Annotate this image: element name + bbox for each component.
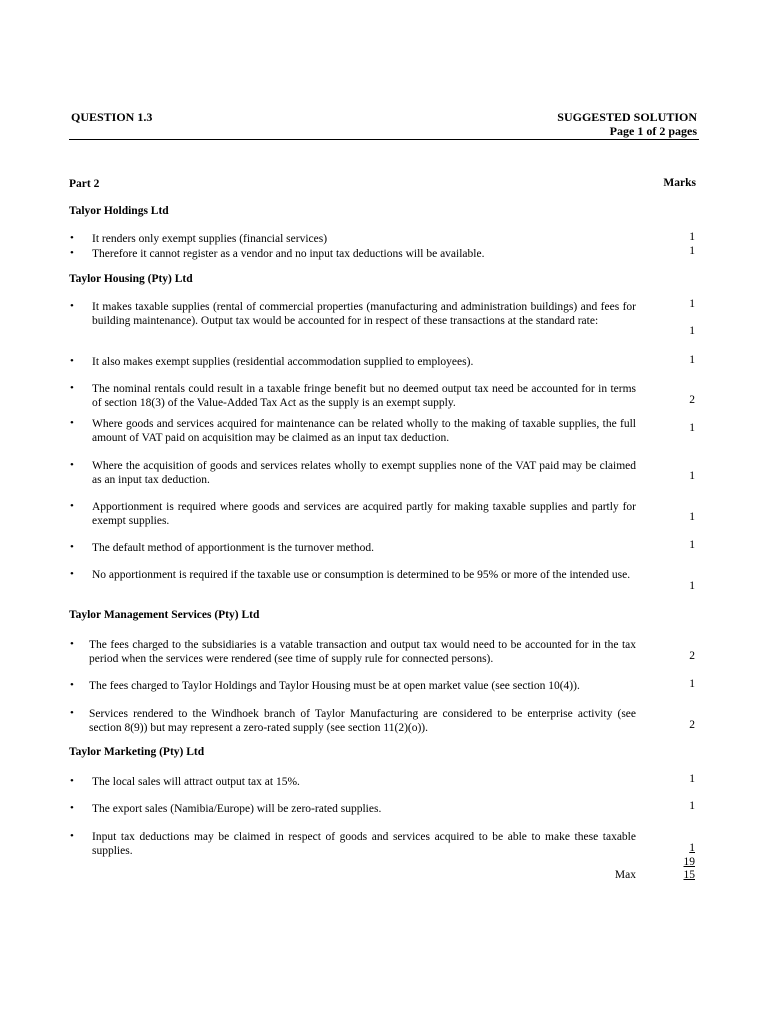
section-heading: Taylor Marketing (Pty) Ltd (69, 746, 205, 758)
bullet-icon: • (70, 459, 74, 471)
header-divider (69, 139, 699, 140)
marks-max: 15 (683, 869, 695, 881)
mark-value: 1 (689, 354, 695, 366)
list-item: Therefore it cannot register as a vendor and no input tax deductions will be available. (92, 248, 485, 260)
list-item: It also makes exempt supplies (residential accommodation supplied to employees). (92, 356, 474, 368)
page-info: Page 1 of 2 pages (609, 124, 697, 138)
mark-value: 1 (689, 325, 695, 337)
bullet-icon: • (70, 300, 74, 312)
document-title: SUGGESTED SOLUTION (557, 110, 697, 124)
marks-heading: Marks (663, 177, 696, 189)
mark-value: 2 (689, 719, 695, 731)
section-heading: Talyor Holdings Ltd (69, 205, 169, 217)
mark-value: 1 (689, 539, 695, 551)
list-item: Where the acquisition of goods and services relates wholly to exempt supplies none of the VAT paid may be claimed as an input tax deduction. (92, 460, 636, 486)
marks-total: 19 (683, 856, 695, 868)
mark-value: 1 (689, 245, 695, 257)
bullet-icon: • (70, 775, 74, 787)
section-heading: Taylor Management Services (Pty) Ltd (69, 609, 260, 621)
bullet-icon: • (70, 500, 74, 512)
mark-value: 1 (689, 298, 695, 310)
bullet-icon: • (70, 679, 74, 691)
list-item: It renders only exempt supplies (financial services) (92, 233, 328, 245)
mark-value: 1 (689, 800, 695, 812)
bullet-icon: • (70, 638, 74, 650)
list-item: No apportionment is required if the taxable use or consumption is determined to be 95% or more of the intended use. (92, 569, 631, 581)
bullet-icon: • (70, 541, 74, 553)
bullet-icon: • (70, 568, 74, 580)
list-item: Where goods and services acquired for maintenance can be related wholly to the making of taxable supplies, the full amount of VAT paid on acquisition may be claimed as an input tax deduction. (92, 418, 636, 444)
question-number: QUESTION 1.3 (71, 110, 153, 124)
list-item: It makes taxable supplies (rental of commercial properties (manufacturing and administration buildings) and fees for building maintenance). Output tax would be accounted for in respect of these transactions at the standard rate: (92, 301, 636, 327)
bullet-icon: • (70, 355, 74, 367)
mark-value: 1 (689, 580, 695, 592)
mark-value: 1 (689, 678, 695, 690)
section-heading: Taylor Housing (Pty) Ltd (69, 273, 193, 285)
list-item: Services rendered to the Windhoek branch of Taylor Manufacturing are considered to be enterprise activity (see section 8(9)) but may represent a zero-rated supply (see section 11(2)(o)). (89, 708, 636, 734)
mark-value: 1 (689, 842, 695, 854)
list-item: The fees charged to Taylor Holdings and Taylor Housing must be at open market value (see section 10(4)). (89, 680, 580, 692)
list-item: Input tax deductions may be claimed in respect of goods and services acquired to be able to make these taxable supplies. (92, 831, 636, 857)
max-label: Max (614, 869, 636, 881)
list-item: The default method of apportionment is the turnover method. (92, 542, 374, 554)
part-heading: Part 2 (69, 178, 100, 190)
header-right (557, 110, 697, 138)
mark-value: 1 (689, 773, 695, 785)
bullet-icon: • (70, 707, 74, 719)
bullet-icon: • (70, 830, 74, 842)
bullet-icon: • (70, 382, 74, 394)
mark-value: 1 (689, 511, 695, 523)
list-item: The fees charged to the subsidiaries is a vatable transaction and output tax would need to be accounted for in the tax period when the services were rendered (see time of supply rule for connected persons). (89, 639, 636, 665)
list-item: Apportionment is required where goods and services are acquired partly for making taxable supplies and partly for exempt supplies. (92, 501, 636, 527)
bullet-icon: • (70, 802, 74, 814)
list-item: The export sales (Namibia/Europe) will be zero-rated supplies. (92, 803, 382, 815)
mark-value: 1 (689, 422, 695, 434)
bullet-icon: • (70, 232, 74, 244)
mark-value: 1 (689, 231, 695, 243)
list-item: The local sales will attract output tax at 15%. (92, 776, 300, 788)
mark-value: 2 (689, 394, 695, 406)
list-item: The nominal rentals could result in a taxable fringe benefit but no deemed output tax need be accounted for in terms of section 18(3) of the Value-Added Tax Act as the supply is an exempt supply. (92, 383, 636, 409)
bullet-icon: • (70, 417, 74, 429)
mark-value: 1 (689, 470, 695, 482)
mark-value: 2 (689, 650, 695, 662)
bullet-icon: • (70, 247, 74, 259)
